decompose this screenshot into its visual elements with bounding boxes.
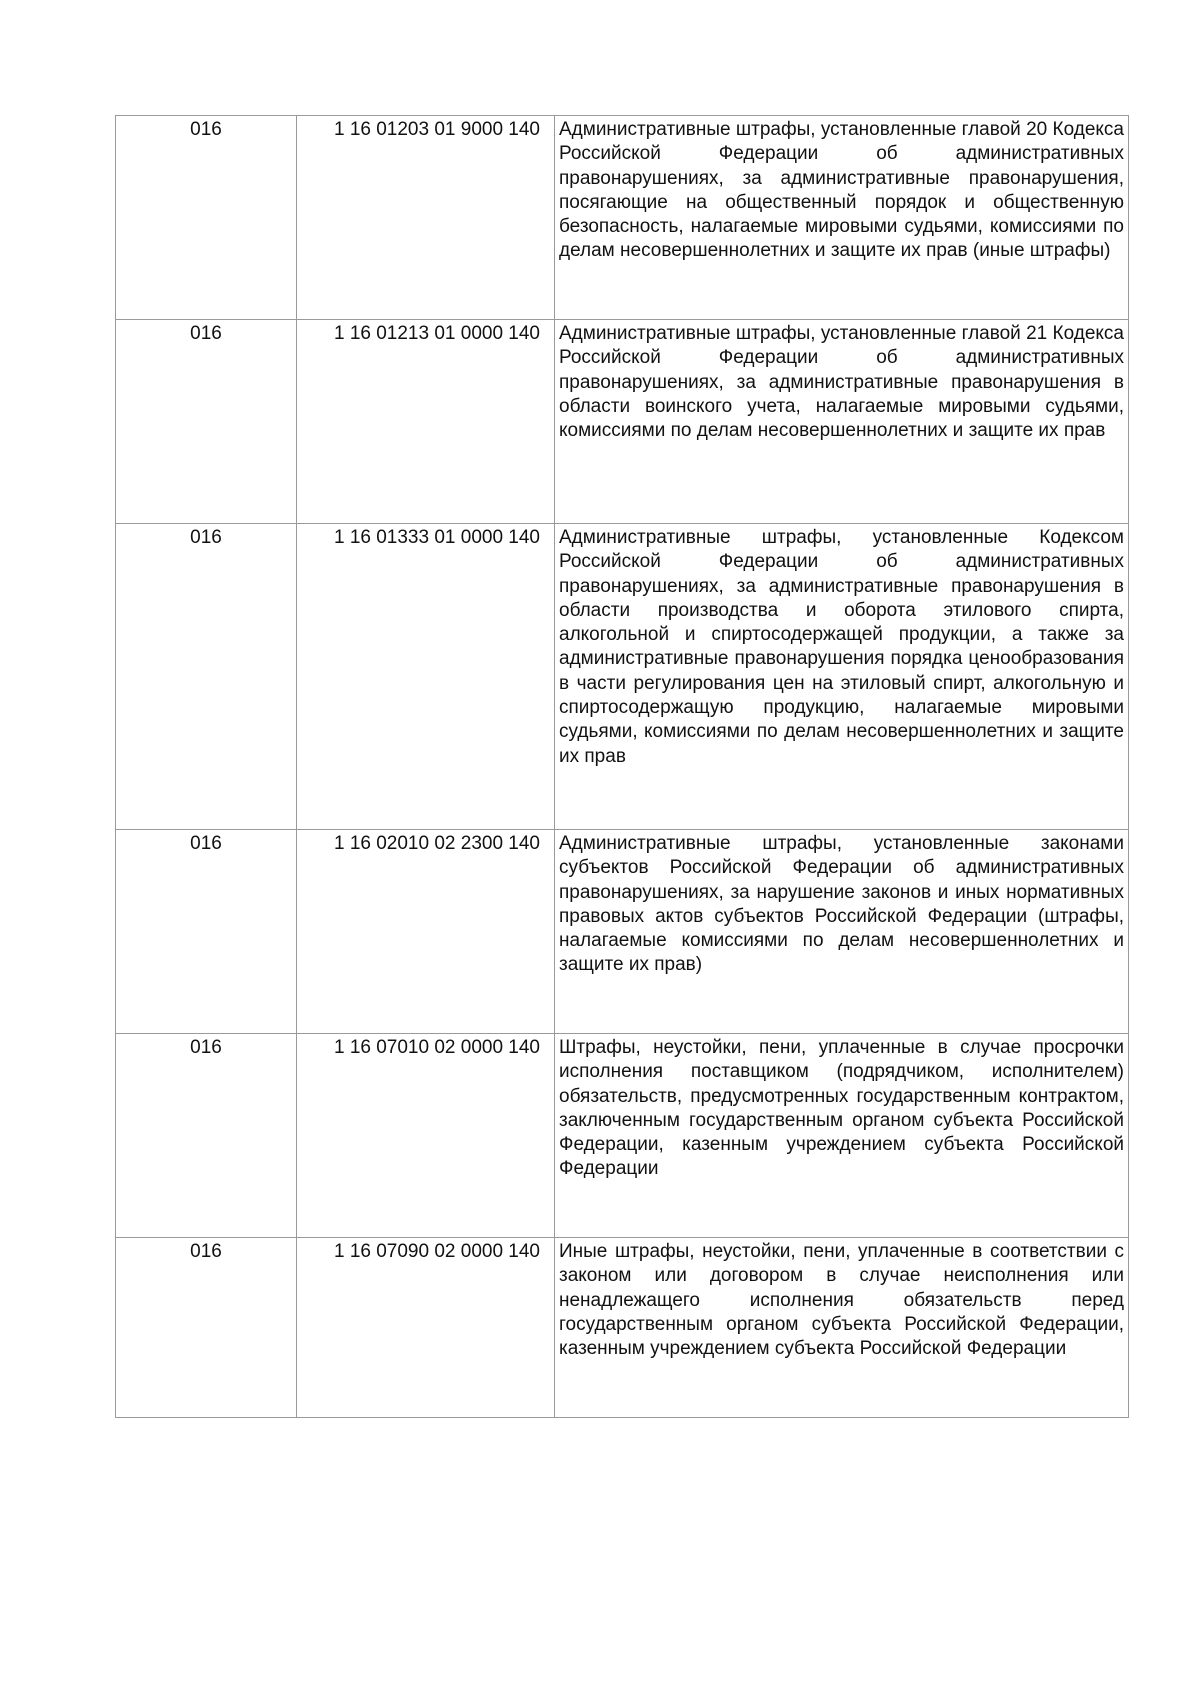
description-cell: Административные штрафы, установленные Кодексом Российской Федерации об административных правонарушениях, за административные правонарушения в области производства и оборота этилового спирта, алкогольной и спиртосодержащей продукции, а также за административные правонарушения порядка ценообразования в части регулирования цен на этиловый спирт, алкогольную и спиртосодержащую продукцию, налагаемые мировыми судьями, комиссиями по делам несовершеннолетних и защите их прав xyxy=(555,524,1129,830)
budget-code-cell: 1 16 07090 02 0000 140 xyxy=(297,1238,555,1418)
budget-revenue-table xyxy=(115,115,1129,1418)
admin-code-cell: 016 xyxy=(116,524,297,830)
budget-code-cell: 1 16 02010 02 2300 140 xyxy=(297,830,555,1034)
admin-code-cell: 016 xyxy=(116,116,297,320)
table-row xyxy=(116,320,1129,524)
description-cell: Административные штрафы, установленные главой 21 Кодекса Российской Федерации об административных правонарушениях, за административные правонарушения в области воинского учета, налагаемые мировыми судьями, комиссиями по делам несовершеннолетних и защите их прав xyxy=(555,320,1129,524)
table-row xyxy=(116,1034,1129,1238)
description-cell: Иные штрафы, неустойки, пени, уплаченные в соответствии с законом или договором в случае неисполнения или ненадлежащего исполнения обязательств перед государственным органом субъекта Российской Федерации, казенным учреждением субъекта Российской Федерации xyxy=(555,1238,1129,1418)
admin-code-cell: 016 xyxy=(116,1238,297,1418)
budget-code-cell: 1 16 01333 01 0000 140 xyxy=(297,524,555,830)
description-cell: Штрафы, неустойки, пени, уплаченные в случае просрочки исполнения поставщиком (подрядчиком, исполнителем) обязательств, предусмотренных государственным контрактом, заключенным государственным органом субъекта Российской Федерации, казенным учреждением субъекта Российской Федерации xyxy=(555,1034,1129,1238)
admin-code-cell: 016 xyxy=(116,1034,297,1238)
admin-code-cell: 016 xyxy=(116,320,297,524)
table-row xyxy=(116,524,1129,830)
budget-code-cell: 1 16 07010 02 0000 140 xyxy=(297,1034,555,1238)
table-row xyxy=(116,116,1129,320)
table-row xyxy=(116,830,1129,1034)
budget-code-cell: 1 16 01213 01 0000 140 xyxy=(297,320,555,524)
table-row xyxy=(116,1238,1129,1418)
description-cell: Административные штрафы, установленные законами субъектов Российской Федерации об административных правонарушениях, за нарушение законов и иных нормативных правовых актов субъектов Российской Федерации (штрафы, налагаемые комиссиями по делам несовершеннолетних и защите их прав) xyxy=(555,830,1129,1034)
budget-code-cell: 1 16 01203 01 9000 140 xyxy=(297,116,555,320)
description-cell: Административные штрафы, установленные главой 20 Кодекса Российской Федерации об административных правонарушениях, за административные правонарушения, посягающие на общественный порядок и общественную безопасность, налагаемые мировыми судьями, комиссиями по делам несовершеннолетних и защите их прав (иные штрафы) xyxy=(555,116,1129,320)
admin-code-cell: 016 xyxy=(116,830,297,1034)
